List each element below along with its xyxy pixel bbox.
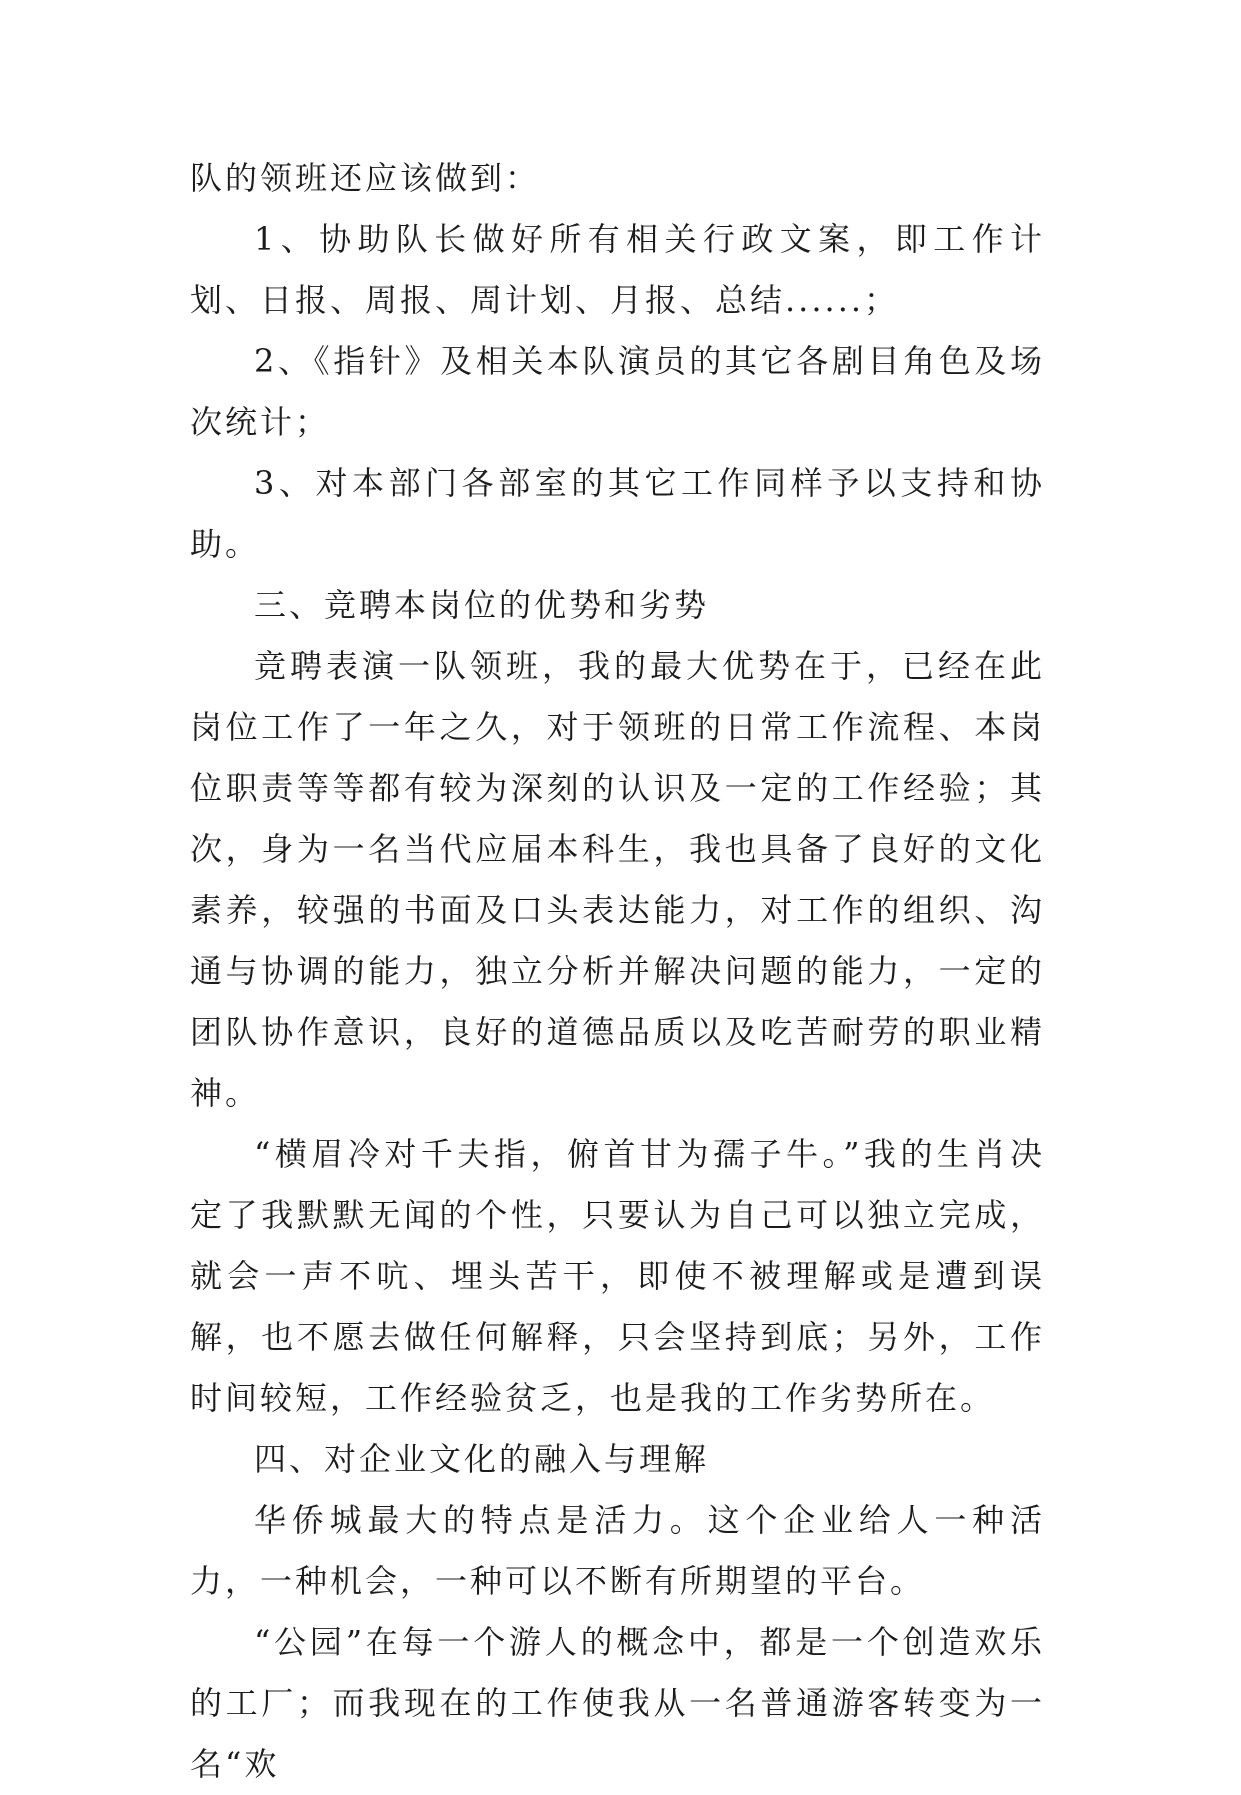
- document-body: [190, 148, 1045, 1795]
- paragraph: “公园”在每一个游人的概念中，都是一个创造欢乐的工厂；而我现在的工作使我从一名普通游客转变为一名“欢: [190, 1623, 1045, 1783]
- paragraph: 2、《指针》及相关本队演员的其它各剧目角色及场次统计；: [190, 342, 1045, 441]
- paragraph: 1、协助队长做好所有相关行政文案，即工作计划、日报、周报、周计划、月报、总结......；: [190, 220, 1045, 319]
- paragraph: 队的领班还应该做到：: [190, 159, 541, 197]
- section-heading: 四、对企业文化的融入与理解: [254, 1440, 710, 1478]
- paragraph: “横眉冷对千夫指，俯首甘为孺子牛。”我的生肖决定了我默默无闻的个性，只要认为自己可以独立完成，就会一声不吭、埋头苦干，即使不被理解或是遭到误解，也不愿去做任何解释，只会坚持到底；另外，工作时间较短，工作经验贫乏，也是我的工作劣势所在。: [190, 1135, 1045, 1417]
- section-heading: 三、竞聘本岗位的优势和劣势: [254, 586, 710, 624]
- paragraph: 竞聘表演一队领班，我的最大优势在于，已经在此岗位工作了一年之久，对于领班的日常工作流程、本岗位职责等等都有较为深刻的认识及一定的工作经验；其次，身为一名当代应届本科生，我也具备了良好的文化素养，较强的书面及口头表达能力，对工作的组织、沟通与协调的能力，独立分析并解决问题的能力，一定的团队协作意识，良好的道德品质以及吃苦耐劳的职业精神。: [190, 647, 1045, 1112]
- paragraph: 华侨城最大的特点是活力。这个企业给人一种活力，一种机会，一种可以不断有所期望的平台。: [190, 1501, 1045, 1600]
- paragraph: 3、对本部门各部室的其它工作同样予以支持和协助。: [190, 464, 1045, 563]
